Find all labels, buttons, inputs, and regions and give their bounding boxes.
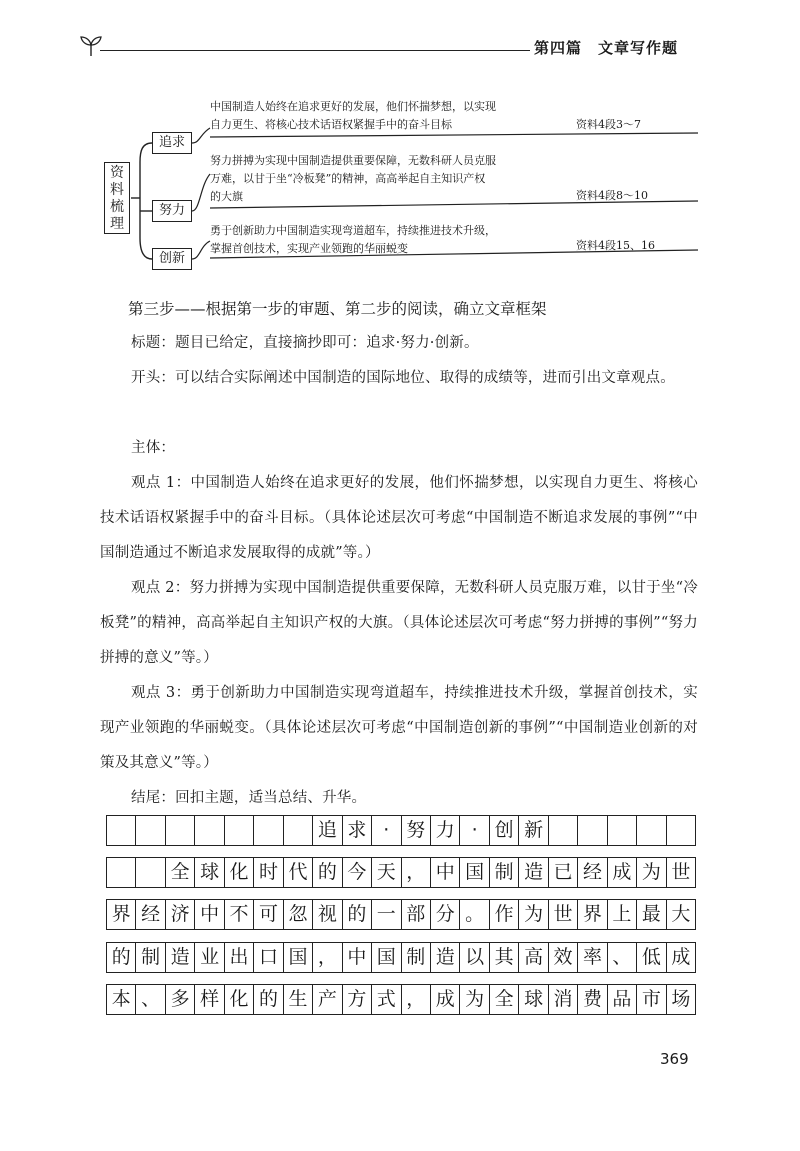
grid-cell: 成 [430,985,459,1014]
grid-cell: 方 [342,985,371,1014]
grid-cell: 生 [283,985,312,1014]
grid-cell: ， [312,943,341,972]
grid-cell: 今 [342,858,371,887]
grid-cell: 成 [607,858,636,887]
grid-row [106,815,696,846]
grid-cell [165,816,194,845]
grid-cell: 制 [489,858,518,887]
grid-cell: 界 [111,903,131,925]
grid-cell: 成 [666,943,695,972]
grid-cell [548,816,577,845]
grid-cell: 口 [253,943,282,972]
grid-cell: 世 [666,858,695,887]
branch-effort-line-2: 万难，以甘于坐“冷板凳”的精神，高高举起自主知识产权 [210,172,486,185]
grid-cell: 经 [577,858,606,887]
grid-cell: 全 [165,858,194,887]
grid-cell: 消 [548,985,577,1014]
grid-cell: 世 [548,900,577,929]
page-number: 369 [660,1050,689,1068]
grid-cell: 部 [401,900,430,929]
grid-cell: 作 [489,900,518,929]
branch-innovate-ref: 资料4段15、16 [576,239,655,252]
grid-cell [283,816,312,845]
branch-pursue-text [210,98,580,134]
grid-cell: 经 [135,900,164,929]
point-3-paragraph: 观点 3：勇于创新助力中国制造实现弯道超车，持续推进技术升级，掌握首创技术，实现产业领跑的华丽蜕变。（具体论述层次可考虑“中国制造创新的事例”“中国制造业创新的对策及其意义”等。） [100,685,698,771]
grid-cell: 创 [489,816,518,845]
grid-cell: 样 [194,985,223,1014]
grid-cell: 的 [111,946,131,968]
branch-innovate-text [210,222,580,258]
grid-cell: 努 [401,816,430,845]
branch-effort-line-1: 努力拼搏为实现中国制造提供重要保障，无数科研人员克服 [210,154,496,167]
grid-cell: 界 [577,900,606,929]
grid-row [106,857,696,888]
ending-paragraph: 结尾：回扣主题，适当总结、升华。 [131,790,367,806]
grid-cell: 效 [548,943,577,972]
grid-cell: 费 [577,985,606,1014]
grid-cell: 已 [548,858,577,887]
grid-cell: 国 [459,858,488,887]
grid-cell: 济 [165,900,194,929]
branch-pursue-line-1: 中国制造人始终在追求更好的发展，他们怀揣梦想，以实现 [210,100,496,113]
grid-row [106,984,696,1015]
grid-cell: 业 [194,943,223,972]
grid-cell: 制 [401,943,430,972]
sprout-icon [78,34,104,58]
grid-cell [194,816,223,845]
grid-cell: 为 [636,858,665,887]
grid-cell [636,816,665,845]
grid-row [106,942,696,973]
grid-cell: 视 [312,900,341,929]
branch-pursue: 追求 [152,132,192,154]
grid-cell: 中 [342,943,371,972]
grid-cell: 全 [489,985,518,1014]
grid-cell: 可 [253,900,282,929]
grid-cell: · [371,816,400,845]
grid-cell: 化 [224,858,253,887]
grid-cell: 不 [224,900,253,929]
grid-cell: 产 [312,985,341,1014]
grid-cell: 其 [489,943,518,972]
grid-cell: 大 [666,900,695,929]
grid-cell: 为 [518,900,547,929]
branch-effort-ref: 资料4段8～10 [576,189,648,202]
grid-cell: 。 [459,900,488,929]
branch-effort-text [210,152,580,206]
branch-innovate-line-1: 勇于创新助力中国制造实现弯道超车，持续推进技术升级， [210,224,496,237]
grid-cell: 中 [430,858,459,887]
grid-cell: 追 [312,816,341,845]
root-node: 资料梳理 [104,162,130,234]
grid-cell: 分 [430,900,459,929]
grid-cell: 球 [518,985,547,1014]
grid-cell: · [459,816,488,845]
grid-cell: 为 [459,985,488,1014]
point-1-paragraph: 观点 1：中国制造人始终在追求更好的发展，他们怀揣梦想，以实现自力更生、将核心技术话语权紧握手中的奋斗目标。（具体论述层次可考虑“中国制造不断追求发展的事例”“中国制造通过不断追求发展取得的成就”等。） [100,475,698,561]
branch-innovate-line-2: 掌握首创技术，实现产业领跑的华丽蜕变 [210,242,408,255]
grid-cell: 的 [253,985,282,1014]
step-title: 第三步——根据第一步的审题、第二步的阅读，确立文章框架 [128,300,547,318]
grid-cell: 场 [666,985,695,1014]
branch-effort: 努力 [152,200,192,222]
grid-cell: 制 [135,943,164,972]
grid-cell [666,816,695,845]
main-label: 主体： [131,440,176,456]
grid-cell: 时 [253,858,282,887]
point-2-paragraph: 观点 2：努力拼搏为实现中国制造提供重要保障，无数科研人员克服万难，以甘于坐“冷板凳”的精神，高高举起自主知识产权的大旗。（具体论述层次可考虑“努力拼搏的事例”“努力拼搏的意义”等。） [100,580,698,666]
grid-cell: 国 [283,943,312,972]
grid-cell: 新 [518,816,547,845]
grid-cell: 国 [371,943,400,972]
grid-cell: 率 [577,943,606,972]
grid-cell: 求 [342,816,371,845]
grid-cell: 品 [607,985,636,1014]
grid-cell: 市 [636,985,665,1014]
grid-cell [253,816,282,845]
mind-map [100,96,700,286]
grid-cell: 以 [459,943,488,972]
grid-cell: 造 [430,943,459,972]
grid-cell: ， [401,858,430,887]
grid-cell: 上 [607,900,636,929]
grid-cell: 造 [518,858,547,887]
grid-cell [107,858,135,887]
grid-cell: 中 [194,900,223,929]
header-rule [100,50,530,51]
grid-cell: 出 [224,943,253,972]
branch-innovate: 创新 [152,248,192,270]
grid-cell [135,858,164,887]
grid-cell: 式 [371,985,400,1014]
grid-cell: 力 [430,816,459,845]
grid-cell: 代 [283,858,312,887]
grid-cell: 天 [371,858,400,887]
grid-cell: 、 [607,943,636,972]
grid-cell: 多 [165,985,194,1014]
opening-paragraph: 开头：可以结合实际阐述中国制造的国际地位、取得的成绩等，进而引出文章观点。 [131,370,675,386]
chapter-title: 第四篇 文章写作题 [534,39,679,57]
branch-pursue-ref: 资料4段3～7 [576,118,641,131]
grid-cell: 、 [135,985,164,1014]
grid-row [106,899,696,930]
grid-cell: 一 [371,900,400,929]
grid-cell: 的 [312,858,341,887]
grid-cell: 本 [111,988,131,1010]
grid-cell: 造 [165,943,194,972]
branch-pursue-line-2: 自力更生、将核心技术话语权紧握手中的奋斗目标 [210,118,452,131]
grid-cell [107,816,135,845]
grid-cell: 最 [636,900,665,929]
grid-cell: 忽 [283,900,312,929]
title-paragraph: 标题：题目已给定，直接摘抄即可：追求·努力·创新。 [131,335,479,351]
grid-cell: 低 [636,943,665,972]
branch-effort-line-3: 的大旗 [210,190,243,203]
grid-cell [607,816,636,845]
grid-cell [135,816,164,845]
grid-cell: 球 [194,858,223,887]
grid-cell: 高 [518,943,547,972]
grid-cell: 化 [224,985,253,1014]
grid-cell: ， [401,985,430,1014]
grid-cell [577,816,606,845]
grid-cell [224,816,253,845]
grid-cell: 的 [342,900,371,929]
